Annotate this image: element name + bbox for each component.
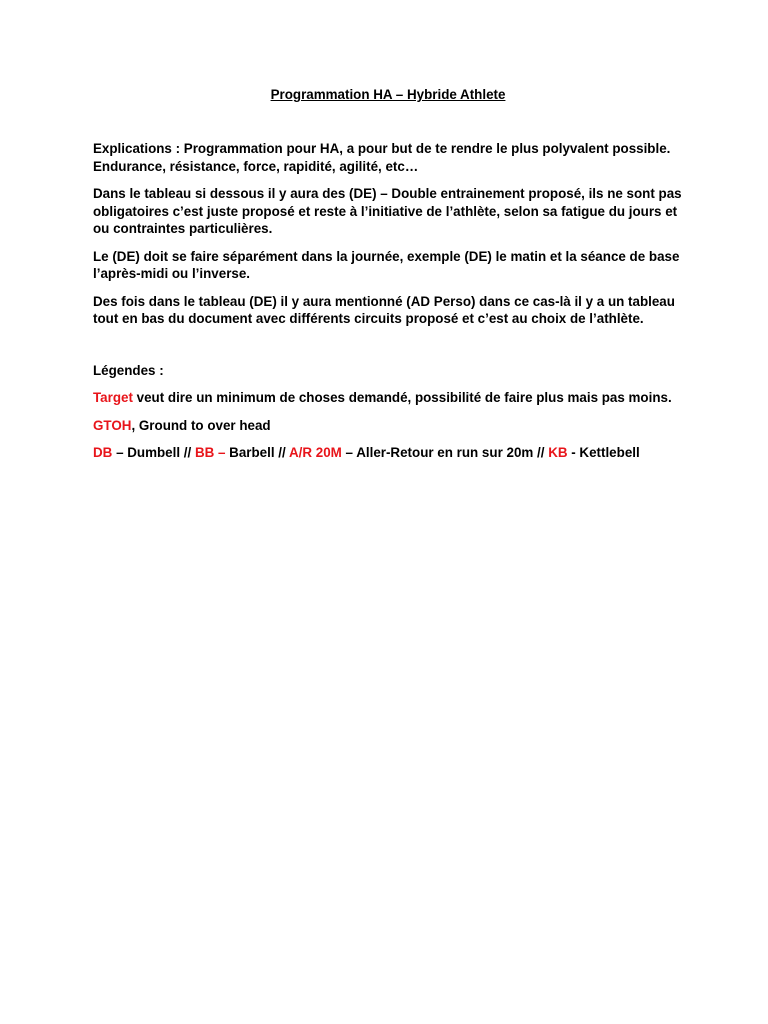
paragraph-ad-perso: Des fois dans le tableau (DE) il y aura mentionné (AD Perso) dans ce cas-là il y a un tableau tout en bas du document avec différents circuits proposé et c’est au choix de l’athlète. [93, 293, 675, 326]
legend-target [93, 389, 683, 407]
legend-kb-desc: - Kettlebell [567, 445, 640, 460]
paragraph-double-entrainement: Dans le tableau si dessous il y aura des (DE) – Double entrainement proposé, ils ne sont pas obligatoires c’est juste proposé et reste à l’initiative de l’athlète, selon sa fatigue du jours et ou contraintes particulières. [93, 186, 682, 236]
legend-ar-desc: – Aller-Retour en run sur 20m // [341, 445, 549, 460]
legend-target-term: Target [93, 390, 133, 405]
legend-db-term: DB [93, 445, 113, 460]
legend-kb-term: KB [548, 445, 568, 460]
document-title: Programmation HA – Hybride Athlete [270, 87, 506, 102]
legend-ar-term: A/R 20M [288, 445, 342, 460]
legend-gtoh-desc: , Ground to over head [131, 417, 271, 433]
paragraph-de-separement: Le (DE) doit se faire séparément dans la journée, exemple (DE) le matin et la séance de base l’après-midi ou l’inverse. [93, 248, 680, 281]
legend-abbreviations [93, 444, 683, 462]
legend-target-desc: veut dire un minimum de choses demandé, possibilité de faire plus mais pas moins. [132, 390, 672, 405]
legend-db-desc: – Dumbell // [112, 445, 195, 460]
document-body [93, 86, 683, 472]
paragraph-explications: Explications : Programmation pour HA, a pour but de te rendre le plus polyvalent possible. Endurance, résistance, force, rapidité, agilité, etc… [93, 141, 671, 174]
legend-gtoh-term: GTOH [93, 417, 132, 433]
legend-bb-desc: Barbell // [225, 445, 289, 460]
legend-heading: Légendes : [93, 362, 164, 378]
legend-bb-term: BB – [194, 445, 226, 460]
legend-gtoh [93, 417, 683, 435]
